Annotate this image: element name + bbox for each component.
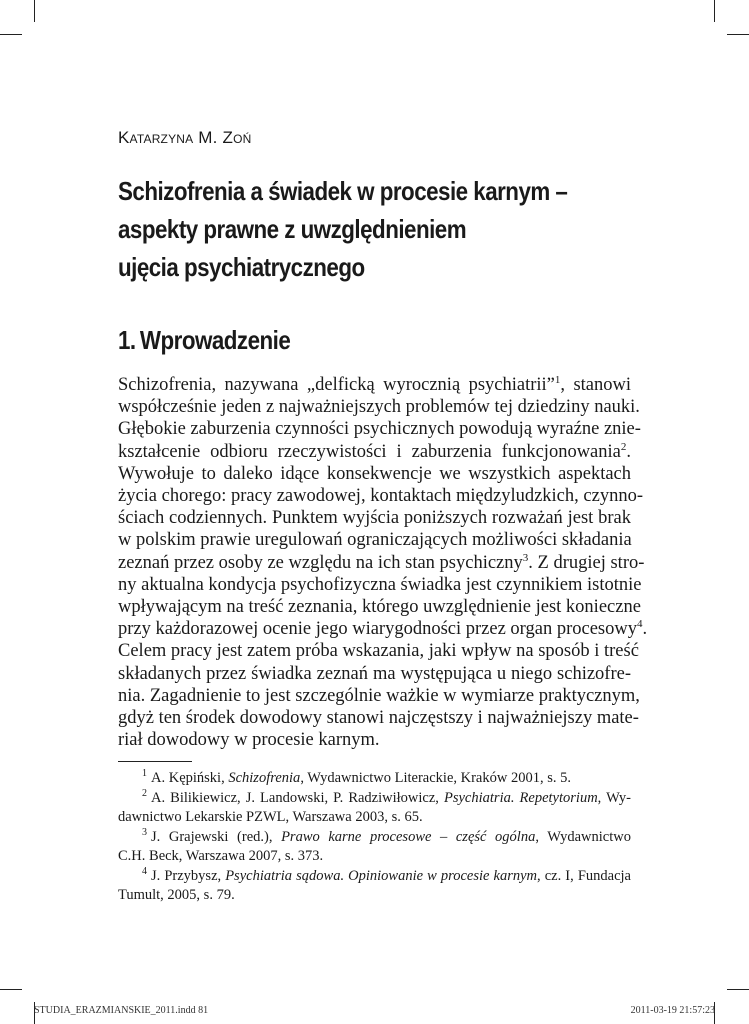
footnote-ref[interactable]: 2	[620, 440, 627, 453]
body-line: riał dowodowy w procesie karnym.	[118, 730, 380, 751]
section-heading	[118, 325, 295, 356]
body-line: Schizofrenia, nazywana „delficką wyrocznią psychiatrii”$^1$, stanowi	[118, 374, 631, 395]
body-line: Wywołuje to daleko idące konsekwencje we wszystkich aspektach	[118, 463, 631, 484]
article-title	[118, 172, 617, 286]
title-line: ujęcia psychiatrycznego	[118, 252, 365, 282]
footnote-ref[interactable]: 3	[522, 551, 529, 564]
body-line: współcześnie jeden z najważniejszych problemów tej dziedziny nauki.	[118, 397, 640, 418]
footnote	[118, 867, 631, 906]
body-line: zeznań przez osoby ze względu na ich stan psychiczny$^3$. Z drugiej stro-	[118, 551, 645, 573]
footnote-number: 4	[142, 865, 147, 877]
title-line: Schizofrenia a świadek w procesie karnym –	[118, 176, 568, 206]
section-title: Wprowadzenie	[139, 325, 291, 355]
footnote-ref[interactable]: 4	[637, 618, 643, 631]
body-line: gdyż ten środek dowodowy stanowi najczęstszy i najważniejszy mate-	[118, 708, 639, 729]
footnote-line: Tumult, 2005, s. 79.	[118, 887, 235, 903]
body-line: Głębokie zaburzenia czynności psychicznych powodują wyraźne znie-	[118, 419, 641, 440]
footnote	[118, 828, 631, 867]
section-number: 1.	[118, 325, 136, 355]
footnote	[118, 789, 631, 828]
footnote-ref[interactable]: 1	[554, 374, 561, 386]
body-line: składanych przez świadka zeznań ma występująca u niego schizofre-	[118, 663, 631, 684]
body-line: wpływającym na treść zeznania, którego uwzględnienie jest konieczne	[118, 597, 641, 618]
footnote-number: 1	[142, 768, 147, 779]
footnote	[118, 769, 631, 789]
title-line: aspekty prawne z uwzględnieniem	[118, 214, 467, 244]
body-line: przy każdorazowej ocenie jego wiarygodności przez organ procesowy$^4$.	[118, 618, 648, 640]
footnote-line: dawnictwo Lekarskie PZWL, Warszawa 2003, s. 65.	[118, 809, 423, 825]
crop-mark	[34, 0, 35, 22]
body-line: Celem pracy jest zatem próba wskazania, jaki wpływ na sposób i treść	[118, 641, 639, 662]
footnote-line: $^1$ A. Kępiński, Schizofrenia, Wydawnictwo Literackie, Kraków 2001, s. 5.	[142, 768, 571, 786]
footnote-number: 3	[142, 826, 147, 838]
footnote-separator	[118, 761, 192, 762]
body-line: kształcenie odbioru rzeczywistości i zaburzenia funkcjonowania$^2$.	[118, 440, 631, 462]
footnote-line: $^2$ A. Bilikiewicz, J. Landowski, P. Radziwiłowicz, Psychiatria. Repetytorium, Wy-	[142, 787, 631, 806]
footnote-line: C.H. Beck, Warszawa 2007, s. 373.	[118, 848, 324, 864]
crop-mark	[0, 989, 22, 990]
footnote-line: $^4$ J. Przybysz, Psychiatria sądowa. Opiniowanie w procesie karnym, cz. I, Fundacja	[142, 865, 631, 884]
body-line: życia chorego: pracy zawodowej, kontaktach międzyludzkich, czynno-	[118, 486, 643, 507]
footnote-number: 2	[142, 787, 147, 799]
footnotes	[118, 769, 631, 906]
body-line: ny aktualna kondycja psychofizyczna świadka jest czynnikiem istotnie	[118, 574, 642, 595]
crop-mark	[714, 0, 715, 22]
print-slug-file: STUDIA_ERAZMIANSKIE_2011.indd 81	[34, 1005, 209, 1016]
body-line: w polskim prawie uregulowań ograniczających możliwości składania	[118, 530, 632, 551]
footnote-line: $^3$ J. Grajewski (red.), Prawo karne procesowe – część ogólna, Wydawnictwo	[142, 826, 631, 845]
body-line: ściach codziennych. Punktem wyjścia poniższych rozważań jest brak	[118, 508, 631, 529]
crop-mark	[727, 989, 749, 990]
author-name: Katarzyna M. Zoń	[118, 128, 252, 147]
print-slug-timestamp: 2011-03-19 21:57:23	[630, 1005, 715, 1016]
body-line: nia. Zagadnienie to jest szczególnie ważkie w wymiarze praktycznym,	[118, 685, 640, 706]
body-text	[118, 374, 648, 751]
crop-mark	[0, 34, 22, 35]
crop-mark	[727, 34, 749, 35]
